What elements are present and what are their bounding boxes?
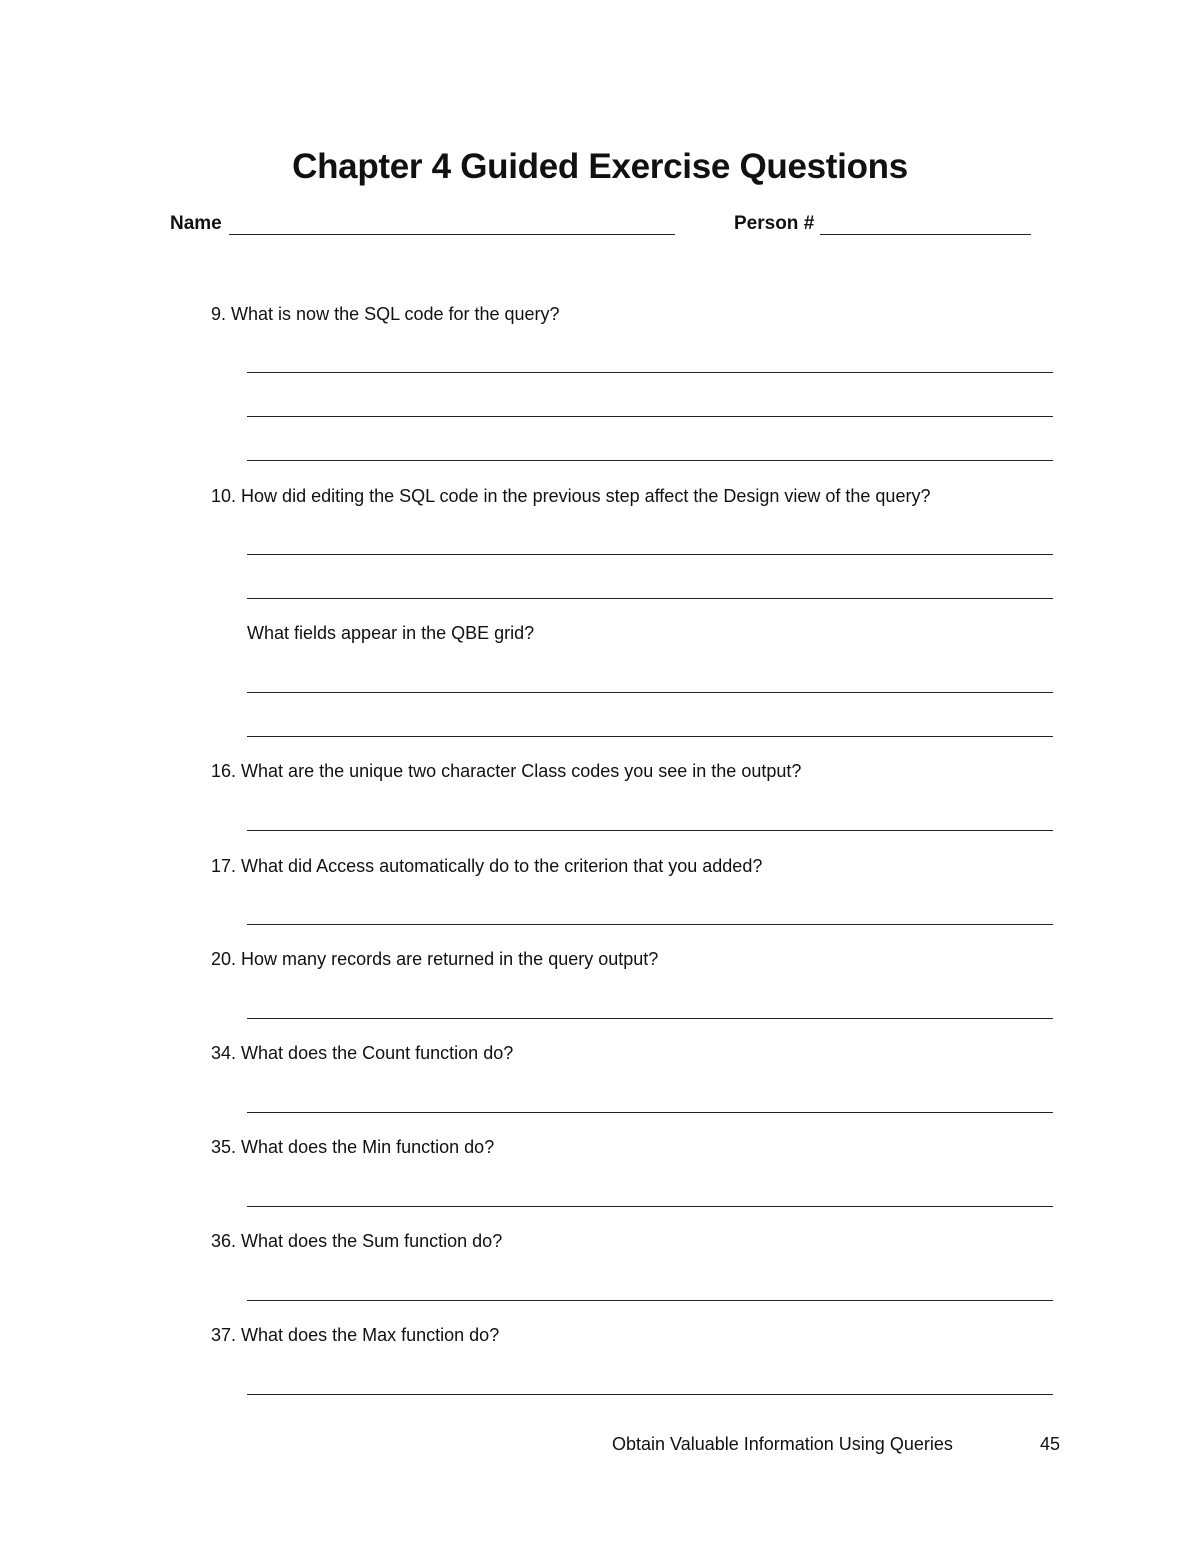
page-title: Chapter 4 Guided Exercise Questions — [292, 147, 908, 186]
question-number: 10. — [211, 486, 237, 506]
question-17 — [211, 854, 762, 878]
answer-line[interactable] — [247, 1300, 1053, 1301]
answer-line[interactable] — [247, 372, 1053, 373]
question-text: What is now the SQL code for the query? — [231, 304, 560, 324]
question-number: 20. — [211, 949, 237, 969]
question-number: 34. — [211, 1043, 237, 1063]
footer-title: Obtain Valuable Information Using Queries — [612, 1434, 953, 1454]
page-number: 45 — [1040, 1434, 1061, 1454]
question-text: What does the Max function do? — [241, 1325, 500, 1345]
question-20 — [211, 947, 658, 971]
person-number-field[interactable] — [820, 234, 1031, 235]
question-35 — [211, 1135, 494, 1159]
question-34 — [211, 1041, 513, 1065]
question-number: 16. — [211, 761, 237, 781]
name-field[interactable] — [229, 234, 675, 235]
question-9 — [211, 302, 560, 326]
question-text: What does the Sum function do? — [241, 1231, 503, 1251]
question-number: 36. — [211, 1231, 237, 1251]
name-label: Name — [170, 213, 222, 234]
answer-line[interactable] — [247, 416, 1053, 417]
question-text: What does the Count function do? — [241, 1043, 514, 1063]
question-text: What does the Min function do? — [241, 1137, 495, 1157]
question-10 — [211, 484, 930, 508]
question-16 — [211, 759, 801, 783]
question-text: What did Access automatically do to the criterion that you added? — [241, 856, 763, 876]
answer-line[interactable] — [247, 1394, 1053, 1395]
answer-line[interactable] — [247, 460, 1053, 461]
question-text: How did editing the SQL code in the previous step affect the Design view of the query? — [241, 486, 931, 506]
answer-line[interactable] — [247, 1206, 1053, 1207]
answer-line[interactable] — [247, 1112, 1053, 1113]
question-number: 37. — [211, 1325, 237, 1345]
answer-line[interactable] — [247, 554, 1053, 555]
question-number: 17. — [211, 856, 237, 876]
name-row — [170, 211, 1040, 241]
question-37 — [211, 1323, 499, 1347]
question-number: 9. — [211, 304, 227, 324]
answer-line[interactable] — [247, 692, 1053, 693]
question-number: 35. — [211, 1137, 237, 1157]
answer-line[interactable] — [247, 1018, 1053, 1019]
answer-line[interactable] — [247, 830, 1053, 831]
answer-line[interactable] — [247, 736, 1053, 737]
question-text: What are the unique two character Class codes you see in the output? — [241, 761, 802, 781]
question-10-followup: What fields appear in the QBE grid? — [247, 623, 535, 643]
answer-line[interactable] — [247, 598, 1053, 599]
person-number-label: Person # — [734, 213, 815, 234]
question-36 — [211, 1229, 502, 1253]
question-text: How many records are returned in the query output? — [241, 949, 659, 969]
answer-line[interactable] — [247, 924, 1053, 925]
